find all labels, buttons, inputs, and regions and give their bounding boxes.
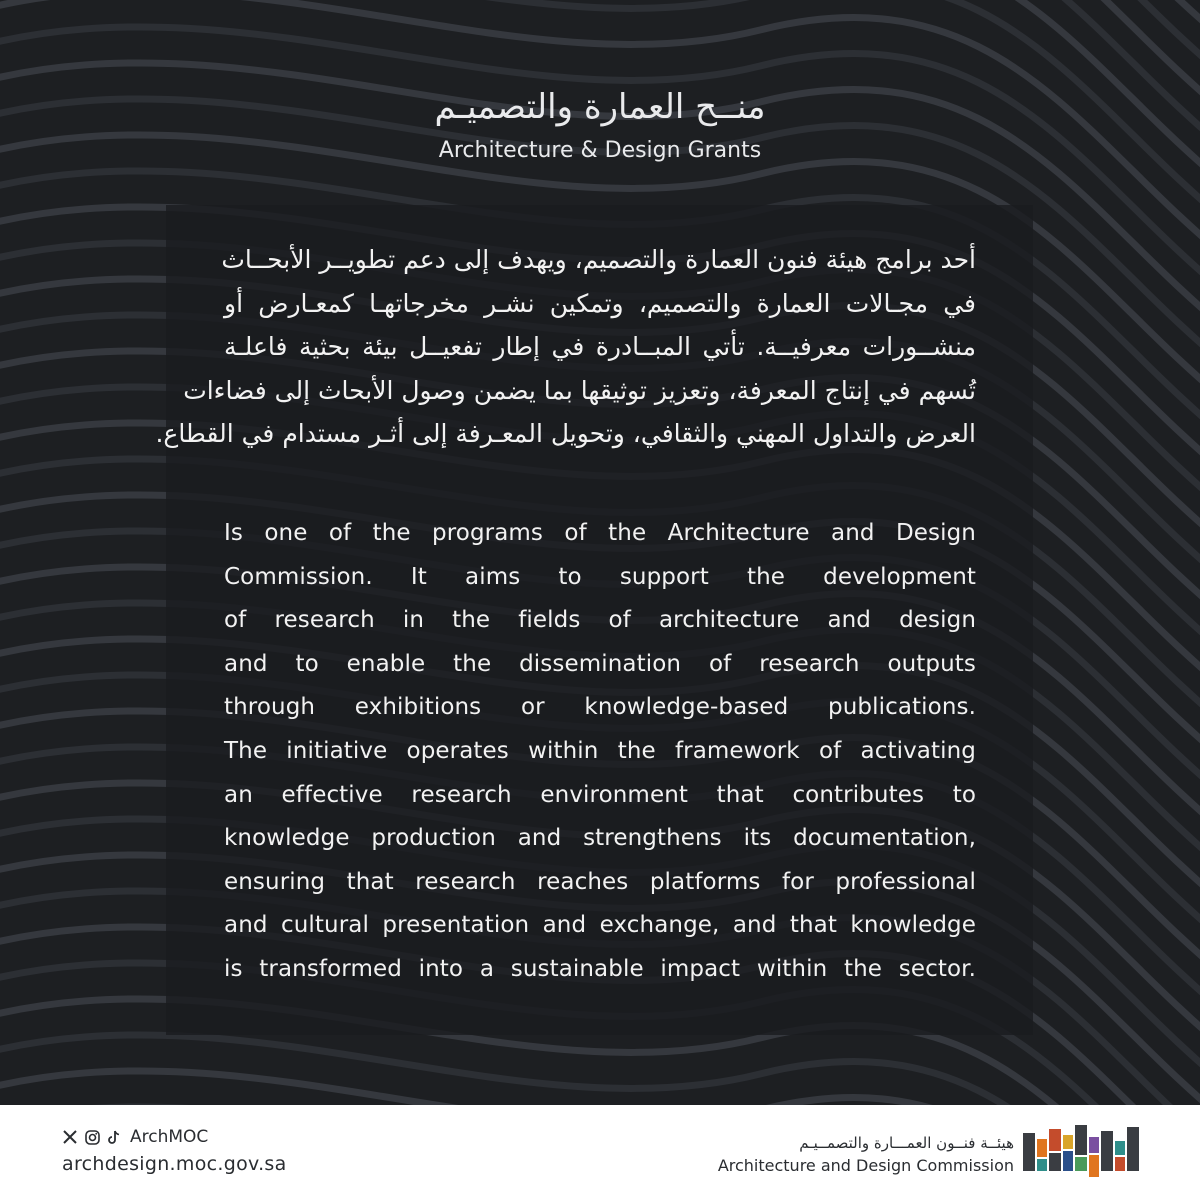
footer-bar <box>0 1105 1200 1200</box>
arabic-description <box>155 238 976 456</box>
english-line: knowledge production and strengthens its documentation, <box>224 825 976 852</box>
page-title-arabic: منــح العمارة والتصميـم <box>434 87 766 127</box>
tiktok-icon[interactable] <box>106 1129 122 1145</box>
arabic-line: منشــورات معرفيــة. تأتي المبــادرة في إطار تفعيــل بيئة بحثية فاعلـة <box>224 332 976 361</box>
logo-block <box>1115 1157 1125 1171</box>
instagram-icon[interactable] <box>84 1129 100 1145</box>
english-line: and to enable the dissemination of research outputs <box>224 650 976 677</box>
social-links <box>62 1127 208 1147</box>
logo-block <box>1037 1139 1047 1157</box>
commission-name <box>718 1133 1014 1177</box>
logo-block <box>1089 1155 1099 1177</box>
english-line: Commission. It aims to support the development <box>224 563 976 590</box>
english-line: an effective research environment that contributes to <box>224 781 976 808</box>
social-handle[interactable]: ArchMOC <box>130 1127 209 1147</box>
english-line: The initiative operates within the framework of activating <box>224 737 976 764</box>
english-line: ensuring that research reaches platforms for professional <box>224 868 976 895</box>
logo-block <box>1023 1133 1035 1171</box>
english-description <box>224 512 976 992</box>
logo-block <box>1101 1131 1113 1171</box>
arabic-line: العرض والتداول المهني والثقافي، وتحويل المعـرفة إلى أثـر مستدام في القطاع. <box>155 419 976 448</box>
arabic-line: في مجـالات العمارة والتصميم، وتمكين نشـر مخرجاتهـا كمعـارض أو <box>224 288 976 318</box>
english-line: through exhibitions or knowledge-based publications. <box>224 694 976 721</box>
website-link[interactable]: archdesign.moc.gov.sa <box>62 1153 287 1175</box>
logo-block <box>1063 1151 1073 1171</box>
logo-block <box>1115 1141 1125 1155</box>
logo-block <box>1063 1135 1073 1149</box>
commission-name-english: Architecture and Design Commission <box>717 1156 1014 1175</box>
english-line: of research in the fields of architecture and design <box>224 607 976 634</box>
arabic-line: تُسهم في إنتاج المعرفة، وتعزيز توثيقها بما يضمن وصول الأبحاث إلى فضاءات <box>183 375 976 405</box>
commission-logo <box>1023 1125 1141 1180</box>
logo-block <box>1127 1127 1139 1171</box>
logo-block <box>1075 1157 1087 1171</box>
logo-block <box>1075 1125 1087 1155</box>
logo-block <box>1049 1129 1061 1151</box>
x-icon[interactable] <box>62 1129 78 1145</box>
page-header <box>0 85 1200 167</box>
arabic-line: أحد برامج هيئة فنون العمارة والتصميم، ويهدف إلى دعم تطويــر الأبحــاث <box>221 245 976 274</box>
english-line: and cultural presentation and exchange, and that knowledge <box>224 912 976 939</box>
english-line: Is one of the programs of the Architecture and Design <box>224 520 976 546</box>
logo-block <box>1089 1137 1099 1153</box>
english-line: is transformed into a sustainable impact within the sector. <box>224 955 976 982</box>
logo-block <box>1049 1153 1061 1171</box>
page-title-english: Architecture & Design Grants <box>438 138 762 163</box>
commission-name-arabic: هيئــة فنــون العمـــارة والتصمــيـم <box>799 1134 1014 1152</box>
logo-block <box>1037 1159 1047 1171</box>
